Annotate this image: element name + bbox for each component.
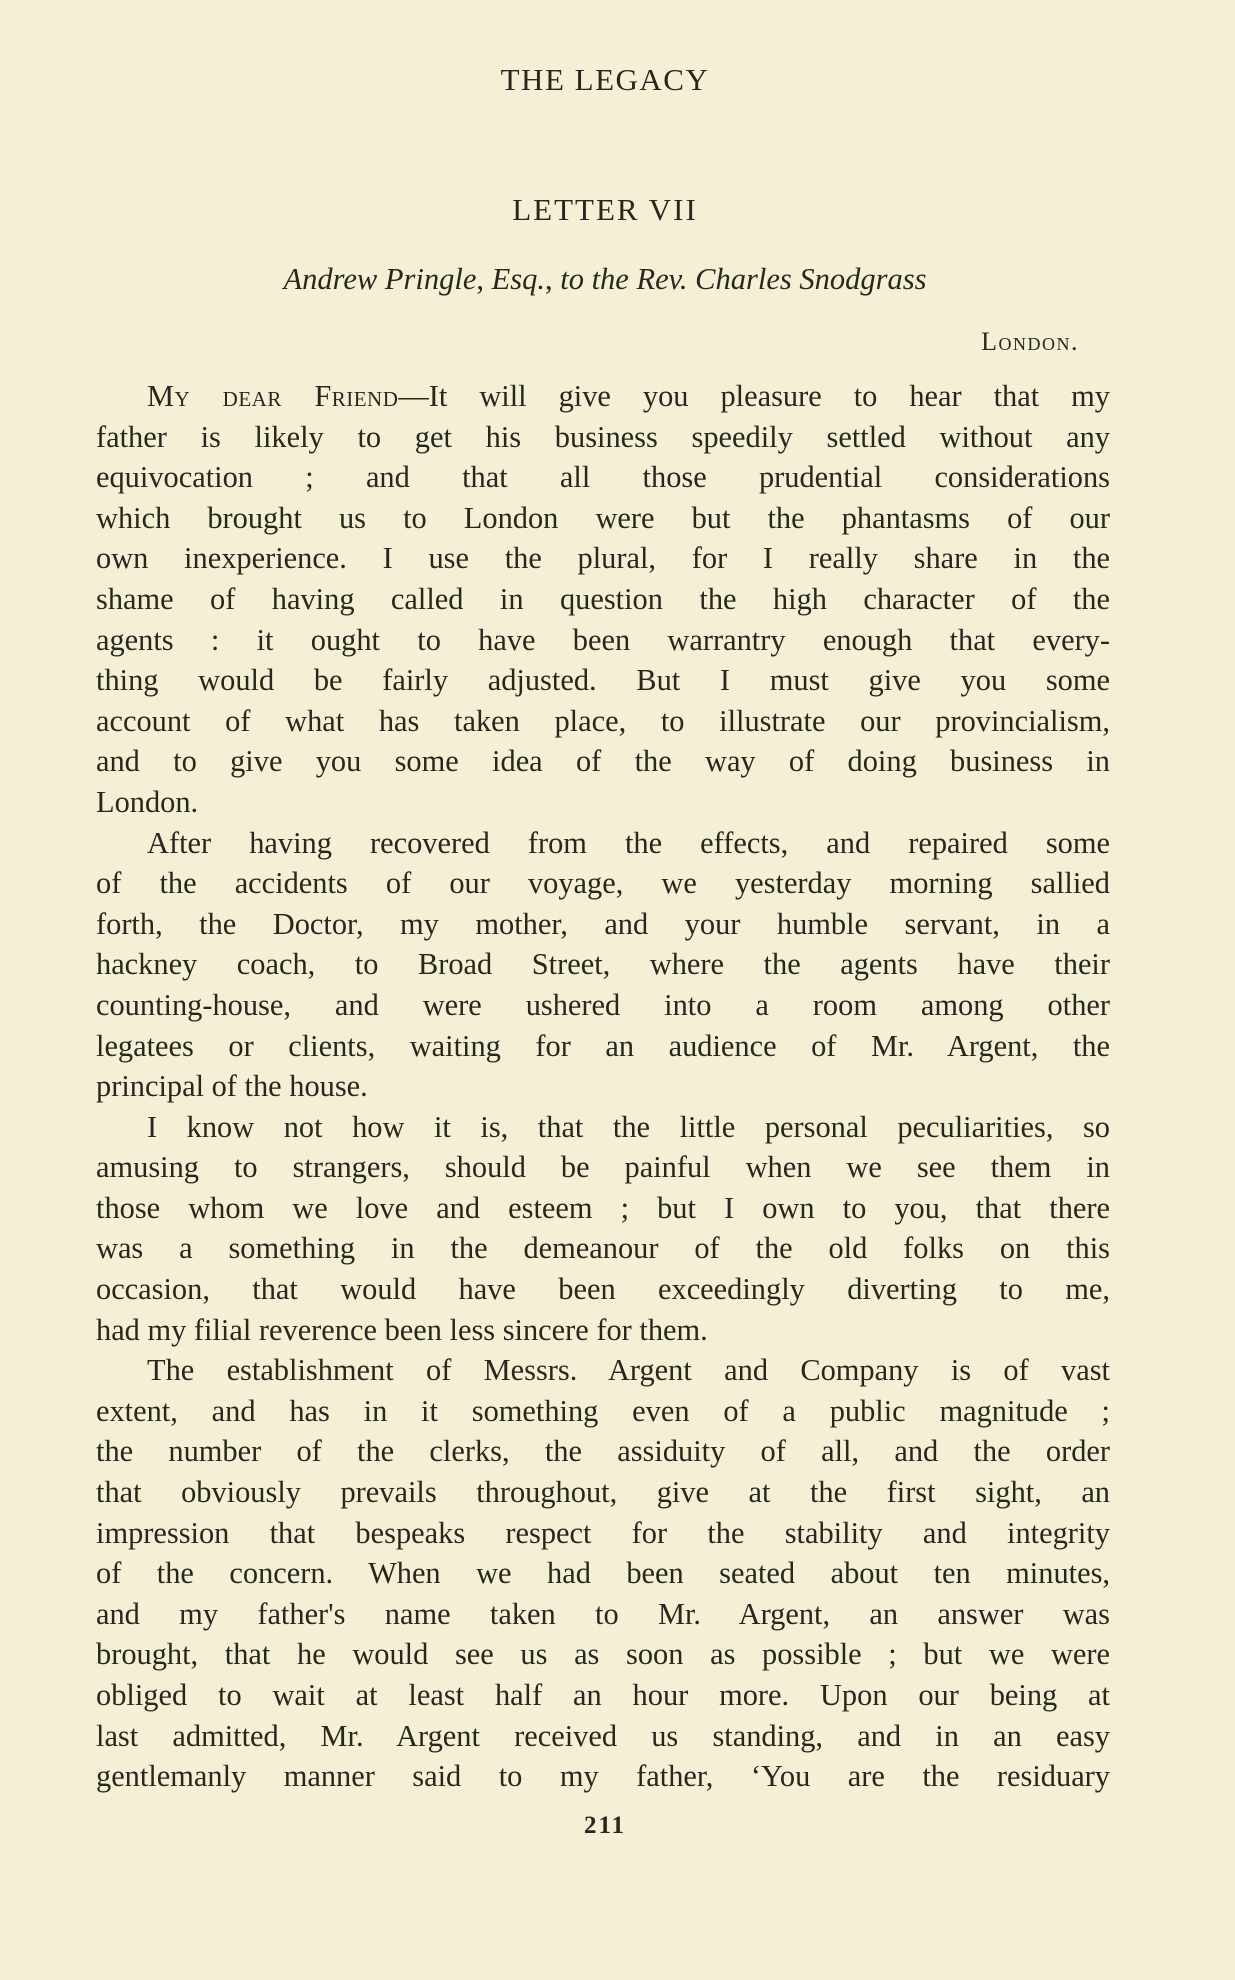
text-line: father is likely to get his business speedily settled without any (96, 419, 1110, 454)
text-line: My dear Friend—It will give you pleasure to hear that my (147, 379, 1110, 413)
text-line: shame of having called in question the high character of the (96, 581, 1110, 616)
subtitle-title: Esq. (491, 262, 545, 296)
text-line: had my filial reverence been less sincere for them. (96, 1312, 708, 1347)
text-line: principal of the house. (96, 1069, 368, 1104)
text-line: and my father's name taken to Mr. Argent, an answer was (96, 1596, 1110, 1631)
text-line: legatees or clients, waiting for an audience of Mr. Argent, the (96, 1028, 1110, 1063)
text-line: hackney coach, to Broad Street, where the agents have their (96, 947, 1110, 982)
page-number: 211 (583, 1812, 627, 1839)
text-line: of the accidents of our voyage, we yesterday morning sallied (96, 866, 1110, 901)
text-line: brought, that he would see us as soon as possible ; but we were (96, 1637, 1110, 1672)
text-line: London. (96, 784, 199, 819)
subtitle-author: Andrew Pringle (283, 262, 477, 296)
text-line: occasion, that would have been exceedingly diverting to me, (96, 1272, 1110, 1307)
text-line: extent, and has in it something even of a public magnitude ; (96, 1393, 1110, 1428)
text-line: the number of the clerks, the assiduity of all, and the order (96, 1434, 1110, 1469)
text-line: obliged to wait at least half an hour more. Upon our being at (96, 1678, 1110, 1712)
text-line: I know not how it is, that the little personal peculiarities, so (147, 1109, 1110, 1144)
text-line: gentlemanly manner said to my father, ‘You are the residuary (96, 1759, 1110, 1794)
text-line: which brought us to London were but the phantasms of our (96, 500, 1110, 535)
text-line: those whom we love and esteem ; but I own to you, that there (96, 1190, 1110, 1225)
chapter-title: LETTER VII (512, 192, 698, 227)
text-line: was a something in the demeanour of the old folks on this (96, 1231, 1110, 1266)
text-line: of the concern. When we had been seated about ten minutes, (96, 1556, 1110, 1591)
letter-subtitle: Andrew Pringle, Esq., to the Rev. Charles Snodgrass (283, 262, 927, 296)
text-line: account of what has taken place, to illustrate our provincialism, (96, 703, 1110, 738)
text-line: counting-house, and were ushered into a room among other (96, 987, 1110, 1022)
text-line: last admitted, Mr. Argent received us standing, and in an easy (96, 1718, 1110, 1753)
text-line: agents : it ought to have been warrantry enough that every- (96, 622, 1110, 657)
text-line: amusing to strangers, should be painful when we see them in (96, 1150, 1110, 1185)
text-line: After having recovered from the effects, and repaired some (147, 825, 1110, 860)
salutation: My dear Friend (147, 379, 399, 413)
text-line: own inexperience. I use the plural, for I really share in the (96, 541, 1110, 576)
text-line: impression that bespeaks respect for the stability and integrity (96, 1515, 1110, 1550)
subtitle-recipient: to the Rev. Charles Snodgrass (560, 262, 927, 296)
running-head: THE LEGACY (500, 62, 710, 97)
text-line: The establishment of Messrs. Argent and Company is of vast (147, 1353, 1110, 1388)
text-line: forth, the Doctor, my mother, and your humble servant, in a (96, 906, 1110, 941)
text-line: thing would be fairly adjusted. But I must give you some (96, 663, 1110, 698)
letter-place: London. (981, 327, 1079, 356)
text-line: that obviously prevails throughout, give at the first sight, an (96, 1475, 1110, 1510)
letter-body (96, 376, 1110, 1797)
text-line: and to give you some idea of the way of doing business in (96, 744, 1110, 779)
text-line: equivocation ; and that all those prudential considerations (96, 460, 1110, 495)
